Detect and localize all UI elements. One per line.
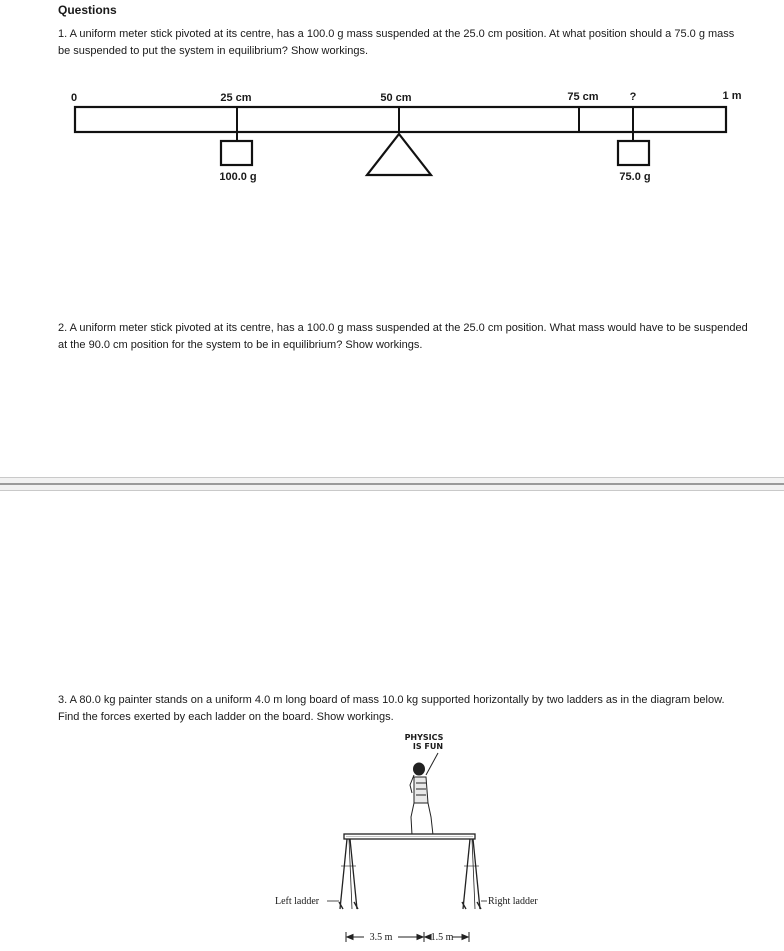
sign-text-line2: IS FUN xyxy=(412,742,444,751)
question-3-text: 3. A 80.0 kg painter stands on a uniform 4.0 m long board of mass 10.0 kg supported horizontally by two ladders as in the diagram below. Find the forces exerted by each ladder on the board. Show workings. xyxy=(58,694,725,723)
fulcrum-triangle xyxy=(367,134,431,175)
sign-text-line1: PHYSICS xyxy=(404,733,444,742)
meter-stick xyxy=(75,107,726,132)
label-50cm: 50 cm xyxy=(380,92,412,104)
label-1m: 1 m xyxy=(722,90,742,102)
mass-left-box xyxy=(221,141,252,165)
meter-stick-diagram xyxy=(0,84,784,204)
label-75cm: 75 cm xyxy=(567,91,599,103)
label-25cm: 25 cm xyxy=(220,92,252,104)
mass-right-label: 75.0 g xyxy=(619,171,651,183)
left-ladder-label: Left ladder xyxy=(275,896,320,907)
mass-left-label: 100.0 g xyxy=(219,171,257,183)
distance-left-label: 3.5 m xyxy=(369,932,393,943)
question-2-text: 2. A uniform meter stick pivoted at its centre, has a 100.0 g mass suspended at the 25.0 cm position. What mass would have to be suspended at the 90.0 cm position for the system to be in equilibrium? Show workings. xyxy=(58,322,748,351)
page-title: Questions xyxy=(58,3,117,17)
painter-ladder-diagram xyxy=(0,731,784,951)
label-unknown-position: ? xyxy=(629,91,637,103)
left-ladder xyxy=(339,839,358,909)
mass-right-box xyxy=(618,141,649,165)
divider-line xyxy=(0,483,784,485)
painter-figure xyxy=(410,753,438,835)
right-ladder-label: Right ladder xyxy=(488,896,538,907)
right-ladder xyxy=(462,839,481,909)
distance-right-label: 1.5 m xyxy=(430,932,454,943)
label-zero: 0 xyxy=(71,92,78,104)
question-1-text: 1. A uniform meter stick pivoted at its centre, has a 100.0 g mass suspended at the 25.0 cm position. At what position should a 75.0 g mass be suspended to put the system in equilibrium? Show workings. xyxy=(58,28,735,57)
